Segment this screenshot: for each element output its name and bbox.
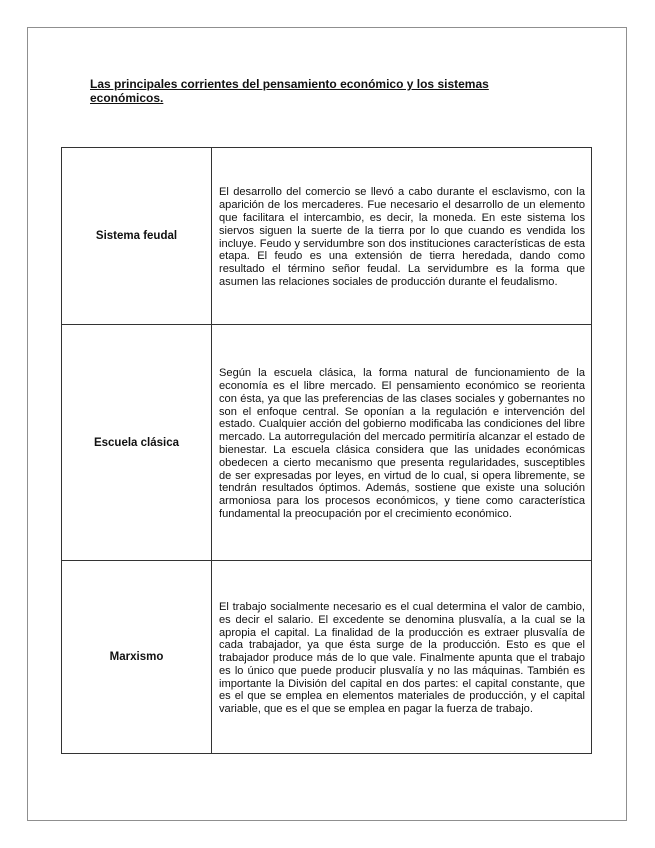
document-title: Las principales corrientes del pensamiento económico y los sistemas económicos.	[90, 77, 489, 105]
row-description: Según la escuela clásica, la forma natural de funcionamiento de la economía es el libre mercado. El pensamiento económico se reorienta con ésta, ya que las preferencias de las clases sociales y gobernantes no son el enfoque central. Se oponían a la regulación e intervención del estado. Cualquier acción del gobierno modificaba las condiciones del libre mercado. La autorregulación del mercado permitiría alcanzar el estado de bienestar. La escuela clásica considera que las unidades económicas obedecen a cierto mecanismo que presenta regularidades, susceptibles de ser expresadas por leyes, en virtud de lo cual, si opera libremente, se tendrán resultados óptimos. Además, sostiene que existe una solución armoniosa para los procesos económicos, y tiene como característica fundamental la preocupación por el crecimiento económico.	[212, 325, 592, 561]
table-row	[62, 148, 592, 325]
table-row	[62, 325, 592, 561]
economic-systems-table	[61, 147, 592, 754]
document-page	[27, 27, 627, 821]
row-description: El desarrollo del comercio se llevó a cabo durante el esclavismo, con la aparición de los mercaderes. Fue necesario el desarrollo de un elemento que facilitara el intercambio, es decir, la moneda. En este sistema los siervos siguen la suerte de la tierra por lo que cuando es vendida los incluye. Feudo y servidumbre son dos instituciones características de esta etapa. El feudo es una extensión de tierra heredada, dando como resultado el término señor feudal. La servidumbre es la forma que asumen las relaciones sociales de producción durante el feudalismo.	[212, 148, 592, 325]
row-description: El trabajo socialmente necesario es el cual determina el valor de cambio, es decir el salario. El excedente se denomina plusvalía, a la cual se la apropia el capital. La finalidad de la producción es extraer plusvalía de cada trabajador, ya que ésta surge de la producción. Esto es que el trabajador produce más de lo que vale. Finalmente apunta que el trabajo es lo único que puede producir plusvalía y no las máquinas. También es importante la División del capital en dos partes: el capital constante, que es el que se emplea en elementos materiales de producción, y el capital variable, que es el que se emplea en pagar la fuerza de trabajo.	[212, 561, 592, 754]
table-row	[62, 561, 592, 754]
row-label: Sistema feudal	[62, 148, 212, 325]
row-label: Marxismo	[62, 561, 212, 754]
row-label: Escuela clásica	[62, 325, 212, 561]
